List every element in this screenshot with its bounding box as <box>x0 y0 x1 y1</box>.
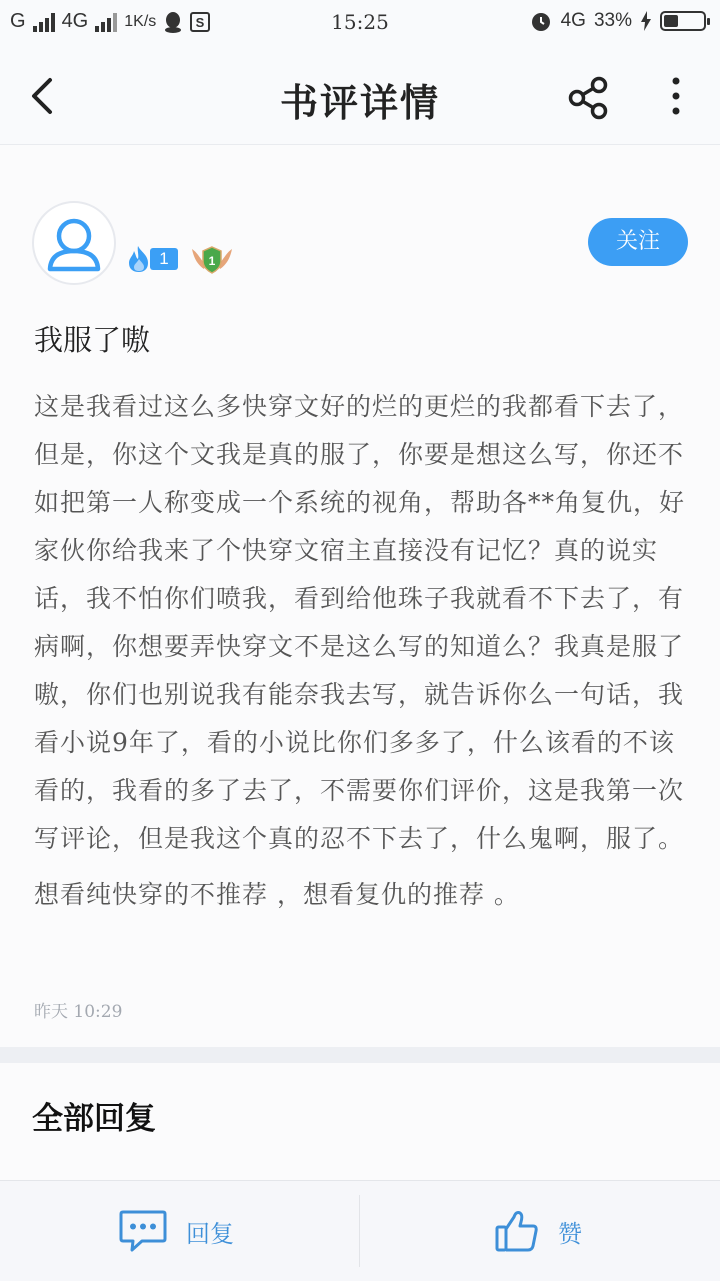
level-number: 1 <box>150 248 178 270</box>
reply-label: 回复 <box>186 1219 234 1248</box>
header-bar <box>0 48 720 145</box>
flame-icon <box>126 245 152 273</box>
like-label: 赞 <box>558 1219 582 1248</box>
review-paragraph: 这是我看过这么多快穿文好的烂的更烂的我都看下去了，但是，你这个文我是真的服了，你要是想这么写，你还不如把第一人称变成一个系统的视角，帮助各**角复仇，好家伙你给我来了个快穿文宿主直接没有记忆？真的说实话，我不怕你们喷我，看到给他珠子我就看不下去了，有病啊，你想要弄快穿文不是这么写的知道么？我真是服了嗷，你们也别说我有能奈我去写，就告诉你么一句话，我看小说9年了，看的小说比你们多多了，什么该看的不该看的，我看的多了去了，不需要你们评价，这是我第一次写评论，但是我这个真的忍不下去了，什么鬼啊，服了。 <box>34 392 686 853</box>
network-type: 4G <box>560 10 586 31</box>
section-divider <box>0 1047 720 1063</box>
svg-text:S: S <box>195 14 205 30</box>
bottom-action-bar <box>0 1180 720 1281</box>
battery-percent: 33% <box>593 10 632 31</box>
svg-text:1: 1 <box>208 254 216 268</box>
replies-section <box>0 1063 720 1180</box>
chat-bubble-icon <box>118 1209 168 1253</box>
share-button[interactable] <box>566 76 612 120</box>
status-bar <box>0 0 720 48</box>
review-title: 我服了嗷 <box>34 323 151 357</box>
more-button[interactable] <box>662 76 690 116</box>
review-card <box>0 145 720 1047</box>
bottom-bar-separator <box>359 1195 360 1267</box>
alarm-icon <box>529 9 553 33</box>
avatar[interactable] <box>32 201 116 285</box>
battery-icon <box>660 11 706 31</box>
thumbs-up-icon <box>494 1208 540 1254</box>
charging-icon <box>640 11 652 31</box>
reply-button[interactable] <box>118 1181 234 1281</box>
user-level-badge[interactable] <box>126 245 178 273</box>
replies-heading: 全部回复 <box>32 1101 156 1137</box>
share-icon <box>566 76 612 120</box>
network-speed: 1K/s <box>124 12 157 30</box>
review-timestamp: 昨天 10:29 <box>34 1002 123 1022</box>
carrier-2-label: 4G <box>61 10 89 32</box>
carrier-1-label: G <box>10 10 26 32</box>
review-paragraph: 想看纯快穿的不推荐 ，想看复仇的推荐 。 <box>34 880 520 909</box>
page-title: 书评详情 <box>279 80 440 125</box>
rank-wings-icon <box>190 243 234 275</box>
like-button[interactable] <box>494 1181 582 1281</box>
review-body <box>34 383 694 919</box>
more-vertical-icon <box>662 76 690 116</box>
rank-badge[interactable] <box>190 243 234 275</box>
status-right <box>529 9 706 33</box>
status-time: 15:25 <box>331 10 389 34</box>
user-avatar-icon <box>34 203 114 283</box>
follow-button[interactable]: 关注 <box>588 218 688 266</box>
